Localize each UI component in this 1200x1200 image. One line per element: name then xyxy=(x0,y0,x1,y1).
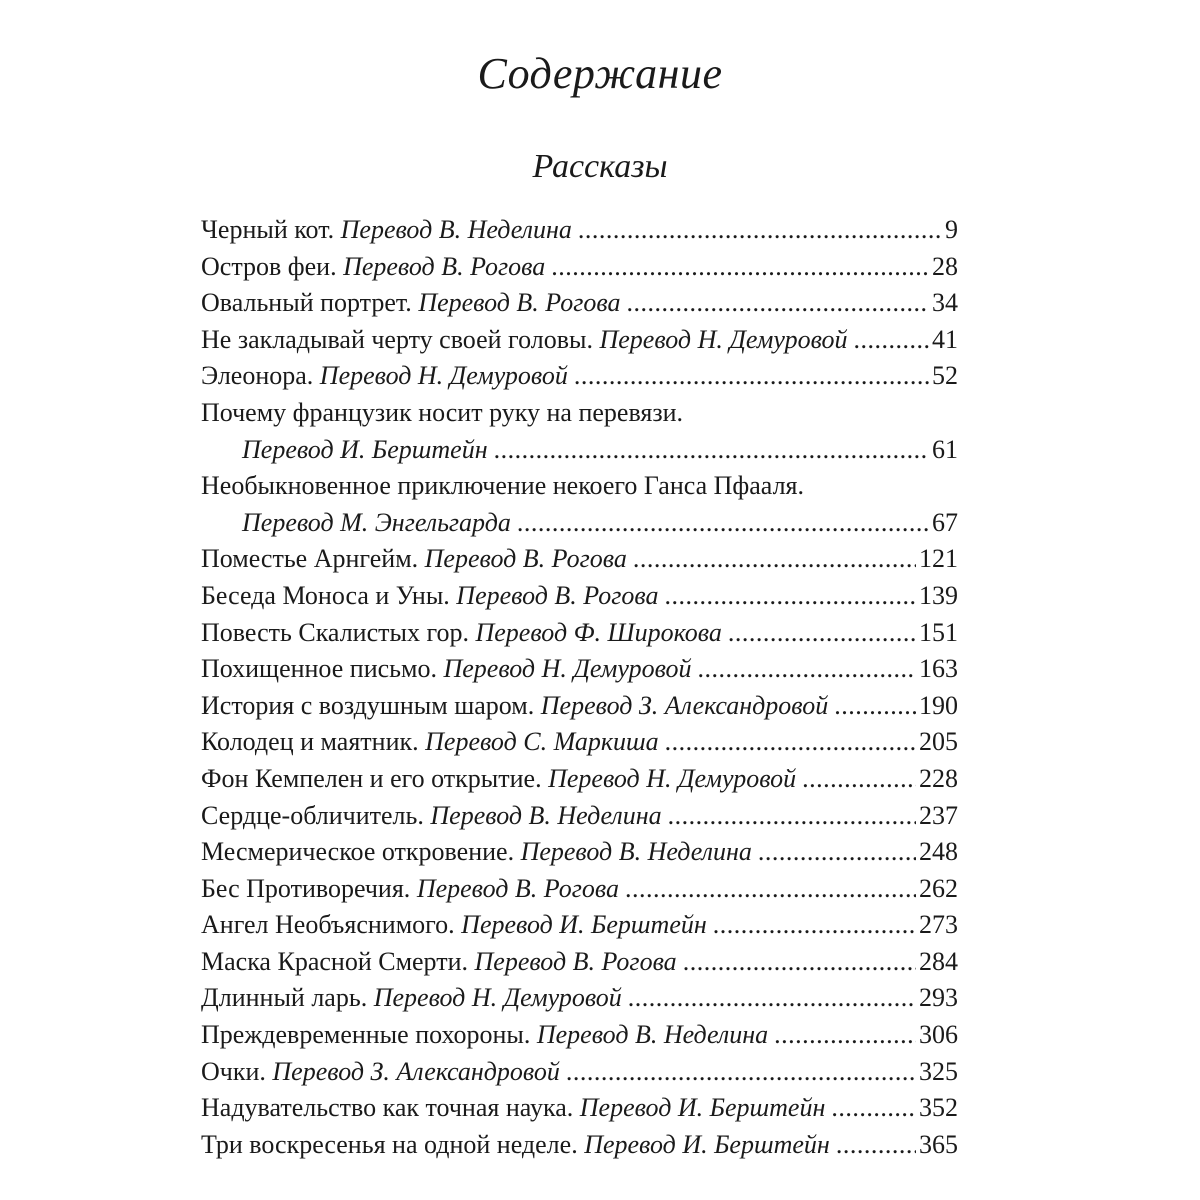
page-number: 151 xyxy=(919,617,958,647)
leader-dots xyxy=(578,212,942,249)
leader-dots xyxy=(774,1017,916,1054)
leader-dots xyxy=(683,944,916,981)
story-title: История с воздушным шаром. xyxy=(201,690,535,720)
leader-dots xyxy=(854,322,929,359)
leader-dots xyxy=(802,761,916,798)
toc-entry xyxy=(201,249,958,286)
leader-dots xyxy=(551,249,929,286)
leader-dots xyxy=(517,505,929,542)
toc-entry xyxy=(201,798,958,835)
leader-dots xyxy=(627,285,930,322)
page-number: 228 xyxy=(919,763,958,793)
section-heading: Рассказы xyxy=(532,148,668,185)
translator: Перевод В. Рогова xyxy=(343,251,546,281)
page-number: 237 xyxy=(919,800,958,830)
page-number: 139 xyxy=(919,580,958,610)
translator: Перевод Н. Демуровой xyxy=(599,324,848,354)
toc-entry xyxy=(201,541,958,578)
page-number: 262 xyxy=(919,873,958,903)
story-title: Необыкновенное приключение некоего Ганса Пфааля. xyxy=(201,471,805,501)
page-number: 67 xyxy=(932,507,958,537)
leader-dots xyxy=(574,358,929,395)
story-title: Месмерическое откровение. xyxy=(201,837,515,867)
story-title: Овальный портрет. xyxy=(201,288,412,318)
translator: Перевод И. Берштейн xyxy=(461,910,707,940)
toc-entry xyxy=(201,395,958,468)
page-number: 284 xyxy=(919,946,958,976)
leader-dots xyxy=(836,1127,916,1164)
page-number: 41 xyxy=(932,324,958,354)
translator: Перевод И. Берштейн xyxy=(242,434,488,464)
table-of-contents xyxy=(201,212,958,1163)
page-number: 52 xyxy=(932,361,958,391)
leader-dots xyxy=(713,907,916,944)
leader-dots xyxy=(834,688,916,725)
leader-dots xyxy=(494,432,929,469)
toc-entry xyxy=(201,834,958,871)
leader-dots xyxy=(668,798,916,835)
translator: Перевод Ф. Широкова xyxy=(475,617,722,647)
toc-entry xyxy=(201,1017,958,1054)
toc-entry xyxy=(201,761,958,798)
leader-dots xyxy=(758,834,916,871)
story-title: Повесть Скалистых гор. xyxy=(201,617,469,647)
translator: Перевод В. Неделина xyxy=(536,1020,769,1050)
toc-entry xyxy=(201,358,958,395)
toc-entry xyxy=(201,907,958,944)
toc-entry xyxy=(201,871,958,908)
translator: Перевод В. Неделина xyxy=(520,837,752,867)
page-number: 248 xyxy=(919,837,958,867)
story-title: Черный кот. xyxy=(201,215,335,244)
toc-entry xyxy=(201,688,958,725)
story-title: Преждевременные похороны. xyxy=(201,1020,531,1050)
toc-entry xyxy=(201,212,958,249)
toc-entry xyxy=(201,615,958,652)
leader-dots xyxy=(728,615,916,652)
toc-entry xyxy=(201,468,958,541)
story-title: Похищенное письмо. xyxy=(201,654,437,684)
leader-dots xyxy=(698,651,916,688)
translator: Перевод Н. Демуровой xyxy=(548,763,797,793)
story-title: Три воскресенья на одной неделе. xyxy=(201,1129,578,1159)
translator: Перевод В. Рогова xyxy=(416,873,619,903)
story-title: Поместье Арнгейм. xyxy=(201,544,419,574)
toc-entry xyxy=(201,1054,958,1091)
page-number: 306 xyxy=(919,1020,958,1050)
page-number: 273 xyxy=(919,910,958,940)
translator: Перевод В. Рогова xyxy=(418,288,621,318)
toc-entry xyxy=(201,651,958,688)
toc-entry xyxy=(201,980,958,1017)
page-number: 293 xyxy=(919,983,958,1013)
translator: Перевод И. Берштейн xyxy=(579,1093,826,1123)
translator: Перевод Н. Демуровой xyxy=(443,654,692,684)
toc-entry xyxy=(201,1090,958,1127)
leader-dots xyxy=(831,1090,916,1127)
translator: Перевод В. Рогова xyxy=(474,946,677,976)
story-title: Надувательство как точная наука. xyxy=(201,1093,574,1123)
toc-entry xyxy=(201,724,958,761)
translator: Перевод М. Энгельгарда xyxy=(242,507,511,537)
story-title: Фон Кемпелен и его открытие. xyxy=(201,763,542,793)
leader-dots xyxy=(665,724,916,761)
page-number: 325 xyxy=(919,1056,958,1086)
toc-entry xyxy=(201,285,958,322)
story-title: Беседа Моноса и Уны. xyxy=(201,580,450,610)
translator: Перевод В. Рогова xyxy=(424,544,627,574)
page-number: 190 xyxy=(919,690,958,720)
leader-dots xyxy=(633,541,916,578)
story-title: Очки. xyxy=(201,1056,266,1086)
translator: Перевод В. Неделина xyxy=(340,215,572,244)
translator: Перевод С. Маркиша xyxy=(425,727,659,757)
story-title: Сердце-обличитель. xyxy=(201,800,424,830)
page-number: 28 xyxy=(932,251,958,281)
toc-entry xyxy=(201,578,958,615)
story-title: Длинный ларь. xyxy=(201,983,368,1013)
page-number: 163 xyxy=(919,654,958,684)
toc-entry xyxy=(201,322,958,359)
story-title: Маска Красной Смерти. xyxy=(201,946,468,976)
page-number: 121 xyxy=(919,544,958,574)
translator: Перевод В. Рогова xyxy=(456,580,659,610)
page-number: 34 xyxy=(932,288,958,318)
translator: Перевод Н. Демуровой xyxy=(319,361,568,391)
story-title: Ангел Необъяснимого. xyxy=(201,910,455,940)
page-number: 61 xyxy=(932,434,958,464)
translator: Перевод В. Неделина xyxy=(430,800,662,830)
story-title: Остров феи. xyxy=(201,251,337,281)
toc-entry xyxy=(201,1127,958,1164)
translator: Перевод И. Берштейн xyxy=(584,1129,830,1159)
leader-dots xyxy=(628,980,916,1017)
story-title: Почему французик носит руку на перевязи. xyxy=(201,397,684,427)
leader-dots xyxy=(625,871,916,908)
toc-entry xyxy=(201,944,958,981)
page-number: 365 xyxy=(919,1129,958,1159)
page-number: 9 xyxy=(945,215,958,244)
story-title: Элеонора. xyxy=(201,361,314,391)
translator: Перевод Н. Демуровой xyxy=(373,983,622,1013)
story-title: Бес Противоречия. xyxy=(201,873,411,903)
page-number: 352 xyxy=(919,1093,958,1123)
leader-dots xyxy=(664,578,916,615)
leader-dots xyxy=(566,1054,916,1091)
page-title: Содержание xyxy=(477,49,723,98)
story-title: Колодец и маятник. xyxy=(201,727,419,757)
story-title: Не закладывай черту своей головы. xyxy=(201,324,593,354)
page-number: 205 xyxy=(919,727,958,757)
translator: Перевод З. Александровой xyxy=(272,1056,560,1086)
translator: Перевод З. Александровой xyxy=(540,690,829,720)
